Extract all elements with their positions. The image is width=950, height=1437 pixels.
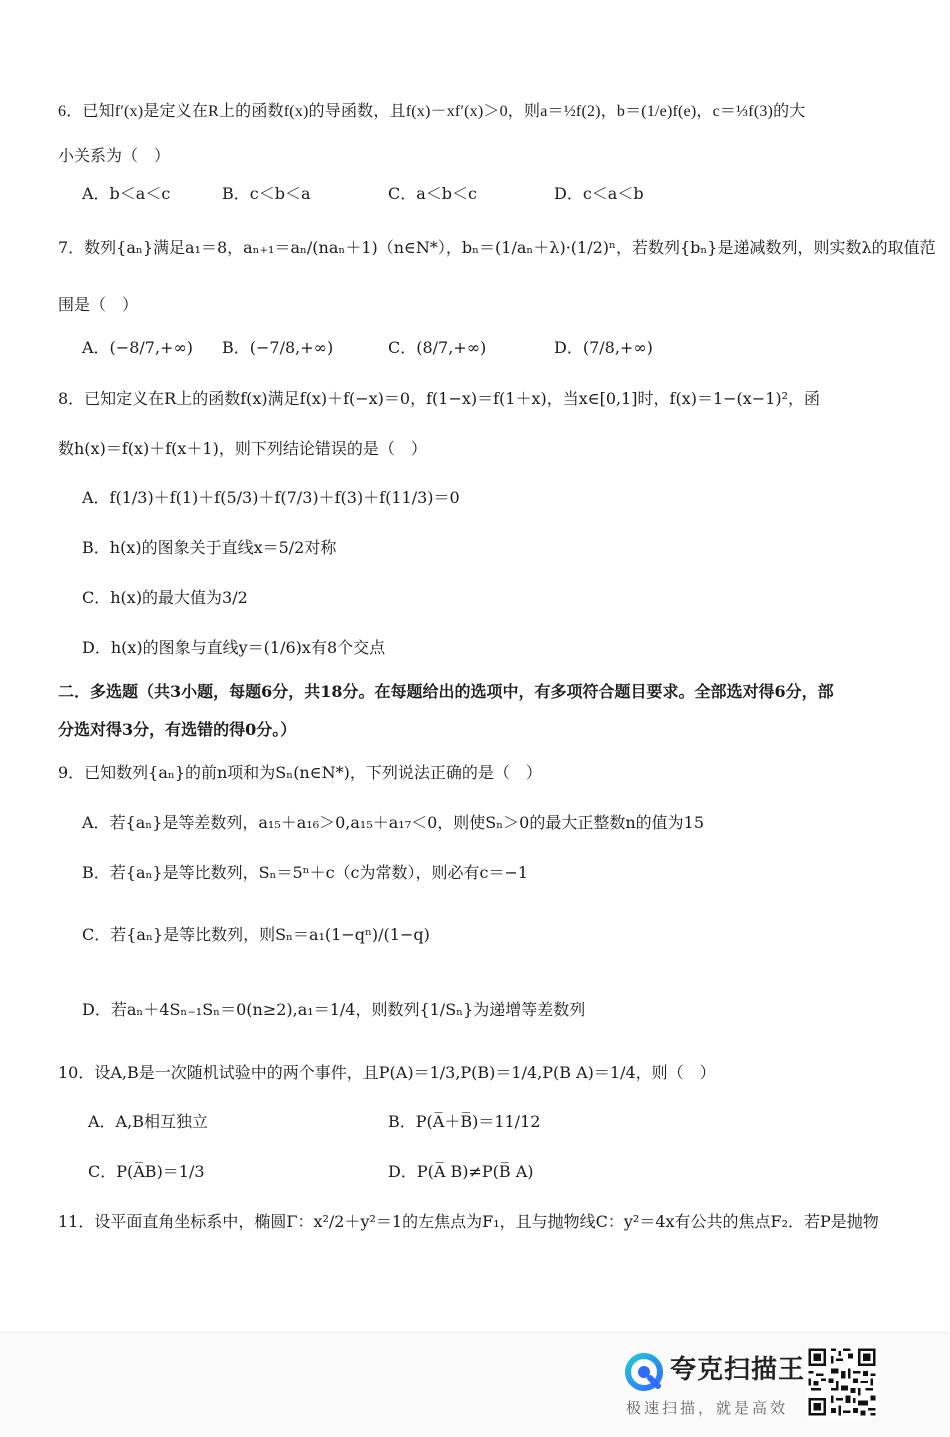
q6-option-b: B．c＜b＜a xyxy=(222,184,311,203)
q7-option-d: D．(7/8,+∞) xyxy=(554,338,653,357)
q7-option-a: A．(−8/7,+∞) xyxy=(82,338,194,357)
q9-stem: 9．已知数列{aₙ}的前n项和为Sₙ(n∈N*)，下列说法正确的是（ ） xyxy=(58,763,542,782)
q7-line1: 7．数列{aₙ}满足a₁＝8，aₙ₊₁＝aₙ/(naₙ＋1)（n∈N*），bₙ＝(1/aₙ＋λ)·(1/2)ⁿ，若数列{bₙ}是递减数列，则实数λ的取值范 xyxy=(58,238,936,257)
q9-option-b: B．若{aₙ}是等比数列，Sₙ＝5ⁿ＋c（c为常数），则必有c＝−1 xyxy=(82,863,529,882)
q8-option-a: A．f(1/3)＋f(1)＋f(5/3)＋f(7/3)＋f(3)＋f(11/3)＝0 xyxy=(82,488,460,507)
q9-option-c: C．若{aₙ}是等比数列，则Sₙ＝a₁(1−qⁿ)/(1−q) xyxy=(82,925,430,944)
q6-option-a: A．b＜a＜c xyxy=(82,184,171,203)
qr-code-icon xyxy=(806,1346,878,1418)
q10-option-d: D．P(A̅ B)≠P(B̅ A) xyxy=(388,1162,534,1181)
q8-option-d: D．h(x)的图象与直线y＝(1/6)x有8个交点 xyxy=(82,638,386,657)
section2-line2: 分选对得3分，有选错的得0分。） xyxy=(58,720,297,739)
q6-option-c: C．a＜b＜c xyxy=(388,184,477,203)
q6-line2: 小关系为（ ） xyxy=(58,146,171,165)
q8-option-b: B．h(x)的图象关于直线x＝5/2对称 xyxy=(82,538,337,557)
q6-line1 xyxy=(58,100,900,124)
q10-option-b: B．P(A̅＋B̅)＝11/12 xyxy=(388,1112,541,1131)
brand-name: 夸克扫描王 xyxy=(670,1355,806,1385)
q7-option-b: B．(−7/8,+∞) xyxy=(222,338,334,357)
q8-line2: 数h(x)＝f(x)＋f(x＋1)，则下列结论错误的是（ ） xyxy=(58,439,427,458)
q7-line2: 围是（ ） xyxy=(58,295,139,314)
q10-option-c: C．P(A̅B)＝1/3 xyxy=(88,1162,205,1181)
q9-option-d: D．若aₙ＋4Sₙ₋₁Sₙ＝0(n≥2),a₁＝1/4，则数列{1/Sₙ}为递增等差数列 xyxy=(82,1000,586,1019)
q6-text: 6．已知f′(x)是定义在R上的函数f(x)的导函数，且f(x)－xf′(x)＞0，则a＝½f(2)，b＝(1/e)f(e)，c＝⅓f(3)的大 xyxy=(58,103,806,120)
q11-line1: 11．设平面直角坐标系中，椭圆Γ：x²/2＋y²＝1的左焦点为F₁，且与抛物线C：y²＝4x有公共的焦点F₂．若P是抛物 xyxy=(58,1212,879,1231)
q10-stem: 10．设A,B是一次随机试验中的两个事件，且P(A)＝1/3,P(B)＝1/4,P(B A)＝1/4，则（ ） xyxy=(58,1063,716,1082)
q10-option-a: A．A,B相互独立 xyxy=(88,1112,208,1131)
footer-divider xyxy=(0,1332,950,1333)
q6-option-d: D．c＜a＜b xyxy=(554,184,644,203)
q8-option-c: C．h(x)的最大值为3/2 xyxy=(82,588,248,607)
section2-line1: 二．多选题（共3小题，每题6分，共18分。在每题给出的选项中，有多项符合题目要求。全部选对得6分，部 xyxy=(58,682,834,701)
quark-logo-icon xyxy=(624,1352,664,1392)
brand-slogan: 极速扫描，就是高效 xyxy=(626,1399,789,1417)
q9-option-a: A．若{aₙ}是等差数列，a₁₅＋a₁₆＞0,a₁₅＋a₁₇＜0，则使Sₙ＞0的最大正整数n的值为15 xyxy=(82,813,705,832)
q8-line1: 8．已知定义在R上的函数f(x)满足f(x)＋f(−x)＝0，f(1−x)＝f(1＋x)，当x∈[0,1]时，f(x)＝1−(x−1)²，函 xyxy=(58,389,821,408)
q7-option-c: C．(8/7,+∞) xyxy=(388,338,487,357)
